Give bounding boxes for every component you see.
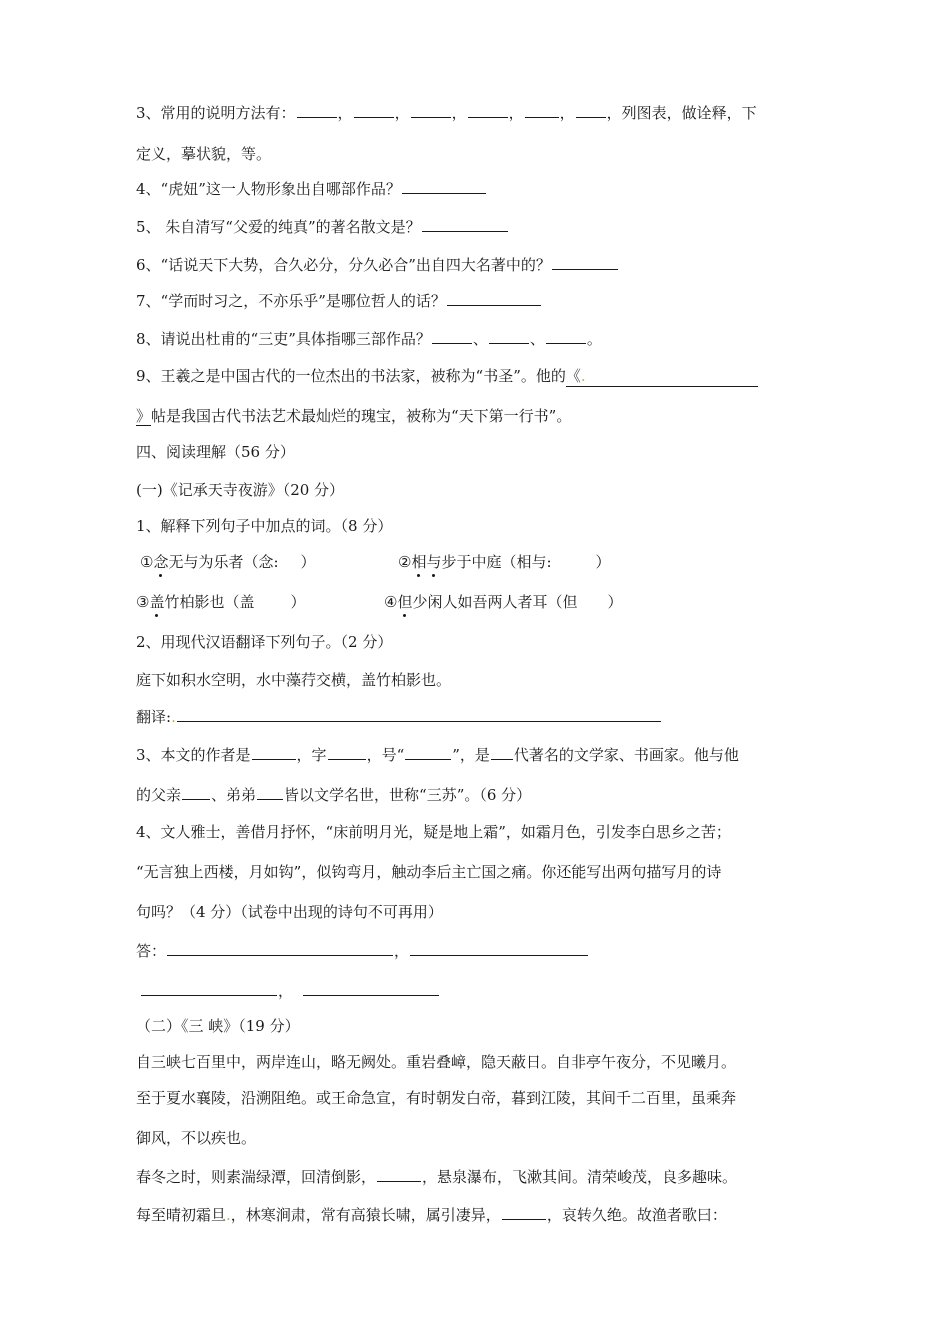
fill-blank[interactable] [297, 102, 337, 118]
question-9-line1: 9、王羲之是中国古代的一位杰出的书法家，被称为“书圣”。他的《. [136, 366, 836, 387]
section-title: 四、阅读理解（56 分） [136, 443, 295, 461]
part-1-title: (一)《记承天寺夜游》（20 分） [136, 481, 345, 499]
fill-blank[interactable] [489, 328, 529, 344]
part-1-question-4-line3: 句吗？（4 分）（试卷中出现的诗句不可再用） [136, 903, 443, 921]
fill-blank[interactable] [328, 744, 366, 760]
fill-blank[interactable] [422, 216, 508, 232]
fill-blank[interactable] [377, 1166, 421, 1182]
fill-blank[interactable] [405, 744, 451, 760]
question-3-line1: 3、常用的说明方法有： ， ， ， ， ， ，列图表，做诠释，下 [136, 104, 757, 122]
question-8: 8、请说出杜甫的“三吏”具体指哪三部作品？ 、 、 。 [136, 330, 602, 348]
part-2-title: （二）《三 峡》（19 分） [136, 1017, 300, 1035]
answer-line-2: ， [140, 980, 830, 1001]
part-1-question-4-line1: 4、文人雅士，善借月抒怀，“床前明月光，疑是地上霜”，如霜月色，引发李白思乡之苦； [136, 823, 731, 841]
part-1-question-2: 2、用现代汉语翻译下列句子。（2 分） [136, 633, 393, 651]
question-9-line2: 》帖是我国古代书法艺术最灿烂的瑰宝，被称为“天下第一行书”。 [136, 407, 572, 425]
fill-blank[interactable] [411, 102, 451, 118]
passage-line-2: 至于夏水襄陵，沿溯阻绝。或王命急宣，有时朝发白帝，暮到江陵，其间千二百里，虽乘奔 [136, 1089, 737, 1107]
part-1-question-3-line2: 的父亲 、弟弟 皆以文学名世，世称“三苏”。（6 分） [136, 786, 532, 804]
word-explain-row-2: ③盖竹柏影也（盖 ） ④但少闲人如吾两人者耳（但 ） [136, 593, 623, 611]
book-title-blank[interactable]: 《. [566, 366, 758, 387]
answer-blank[interactable] [303, 980, 439, 996]
question-3-line2: 定义，摹状貌，等。 [136, 145, 272, 163]
fill-blank[interactable] [468, 102, 508, 118]
passage-line-1: 自三峡七百里中，两岸连山，略无阙处。重岩叠嶂，隐天蔽日。自非亭午夜分，不见曦月。 [136, 1053, 737, 1071]
part-1-question-1: 1、解释下列句子中加点的词。（8 分） [136, 517, 393, 535]
fill-blank[interactable] [546, 328, 586, 344]
answer-line-1: 答： ， [136, 940, 830, 961]
word-explain-row-1: ①念无与为乐者（念: ） ②相与步于中庭（相与: ） [140, 553, 611, 571]
fill-blank[interactable] [525, 102, 559, 118]
question-4: 4、“虎妞”这一人物形象出自哪部作品？ [136, 178, 830, 199]
passage-line-4: 春冬之时，则素湍绿潭，回清倒影， ，悬泉瀑布，飞漱其间。清荣峻茂，良多趣味。 [136, 1168, 738, 1186]
fill-blank[interactable] [447, 290, 541, 306]
fill-blank[interactable] [502, 1204, 546, 1220]
translate-blank[interactable] [177, 706, 661, 722]
passage-line-3: 御风，不以疾也。 [136, 1129, 257, 1147]
fill-blank[interactable] [354, 102, 394, 118]
fill-blank[interactable] [182, 784, 210, 800]
translate-sentence: 庭下如积水空明，水中藻荇交横，盖竹柏影也。 [136, 671, 452, 689]
fill-blank[interactable] [576, 102, 606, 118]
question-5: 5、 朱自清写“父爱的纯真”的著名散文是？ [136, 216, 830, 237]
part-1-question-3-line1: 3、本文的作者是 ，字 ，号“ ”，是 代著名的文学家、书画家。他与他 [136, 746, 739, 764]
fill-blank[interactable] [432, 328, 472, 344]
answer-blank[interactable] [141, 980, 277, 996]
passage-line-5: 每至晴初霜旦.，林寒涧肃，常有高猿长啸，属引凄异， ，哀转久绝。故渔者歌曰： [136, 1206, 727, 1224]
fill-blank[interactable] [552, 254, 618, 270]
part-1-question-4-line2: “无言独上西楼，月如钩”，似钩弯月，触动李后主亡国之痛。你还能写出两句描写月的诗 [136, 863, 722, 881]
fill-blank[interactable] [252, 744, 296, 760]
question-7: 7、“学而时习之，不亦乐乎”是哪位哲人的话？ [136, 290, 830, 311]
translate-answer: 翻译:. [136, 706, 830, 727]
answer-blank[interactable] [167, 940, 393, 956]
question-6: 6、“话说天下大势，合久必分，分久必合”出自四大名著中的？ [136, 254, 830, 275]
fill-blank[interactable] [402, 178, 486, 194]
answer-blank[interactable] [410, 940, 588, 956]
fill-blank[interactable] [491, 744, 513, 760]
fill-blank[interactable] [257, 784, 283, 800]
